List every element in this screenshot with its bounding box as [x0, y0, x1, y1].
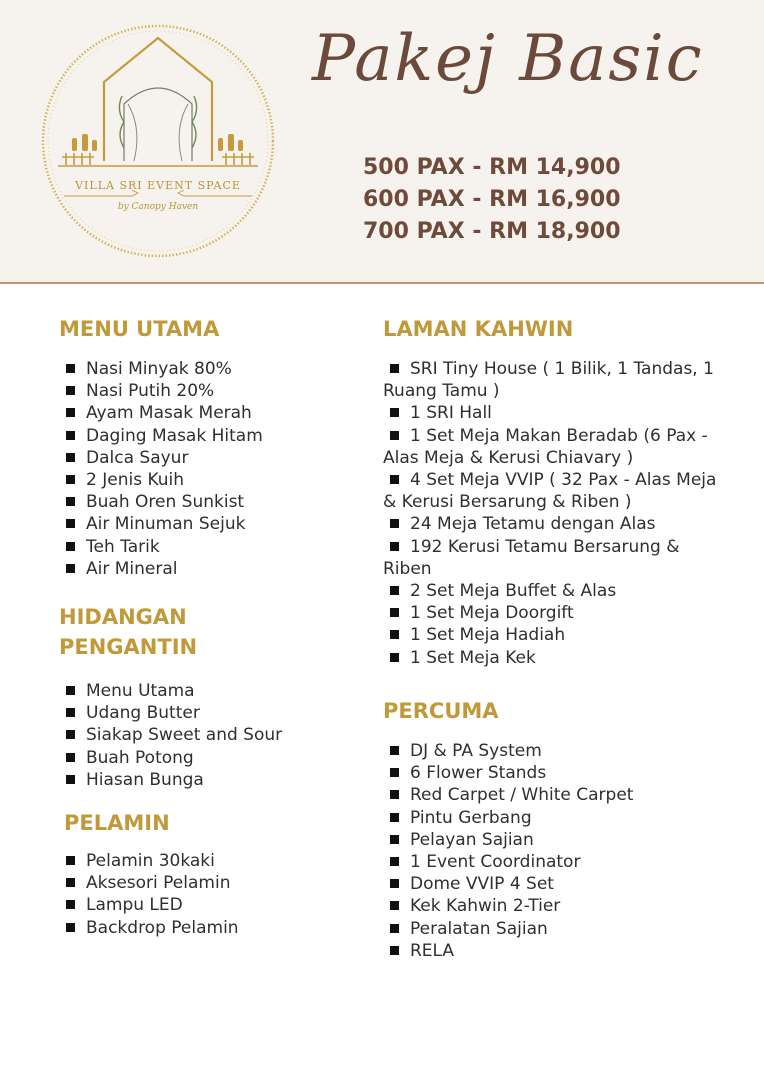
list-item: Udang Butter [59, 702, 359, 724]
list-item: Backdrop Pelamin [59, 917, 359, 939]
section-title-line: HIDANGAN [59, 605, 187, 629]
list-item: Air Mineral [59, 558, 359, 580]
package-title: Pakej Basic [312, 22, 704, 96]
list-item: 1 Set Meja Doorgift [383, 602, 733, 624]
venue-logo [38, 24, 278, 259]
list-item: Dalca Sayur [59, 447, 359, 469]
price-item: 600 PAX - RM 16,900 [363, 187, 621, 212]
price-item: 500 PAX - RM 14,900 [363, 155, 621, 180]
section-title-percuma: PERCUMA [383, 699, 499, 723]
pelamin-list [59, 850, 359, 939]
list-item: Pelayan Sajian [383, 829, 733, 851]
list-item: Buah Potong [59, 747, 359, 769]
list-item: Pintu Gerbang [383, 807, 733, 829]
section-title-menu-utama: MENU UTAMA [59, 317, 220, 341]
section-title-line: PENGANTIN [59, 635, 198, 659]
list-item: Hiasan Bunga [59, 769, 359, 791]
price-item: 700 PAX - RM 18,900 [363, 219, 621, 244]
list-item: Daging Masak Hitam [59, 425, 359, 447]
list-item: Teh Tarik [59, 536, 359, 558]
list-item: 1 Set Meja Kek [383, 647, 733, 669]
list-item: 192 Kerusi Tetamu Bersarung & Riben [383, 536, 733, 580]
list-item: Siakap Sweet and Sour [59, 724, 359, 746]
section-title-hidangan-pengantin [59, 602, 197, 662]
hidangan-pengantin-list [59, 680, 359, 791]
list-item: 1 Set Meja Hadiah [383, 624, 733, 646]
list-item: Dome VVIP 4 Set [383, 873, 733, 895]
list-item: Air Minuman Sejuk [59, 513, 359, 535]
percuma-list [383, 740, 733, 962]
list-item: DJ & PA System [383, 740, 733, 762]
list-item: 1 Set Meja Makan Beradab (6 Pax - Alas Meja & Kerusi Chiavary ) [383, 425, 733, 469]
logo-emblem [38, 24, 278, 259]
list-item: 2 Set Meja Buffet & Alas [383, 580, 733, 602]
price-list [363, 152, 621, 248]
list-item: 6 Flower Stands [383, 762, 733, 784]
laman-kahwin-list [383, 358, 733, 669]
logo-subtitle: by Canopy Haven [117, 202, 199, 212]
list-item: Peralatan Sajian [383, 918, 733, 940]
list-item: Nasi Putih 20% [59, 380, 359, 402]
list-item: 24 Meja Tetamu dengan Alas [383, 513, 733, 535]
list-item: SRI Tiny House ( 1 Bilik, 1 Tandas, 1 Ruang Tamu ) [383, 358, 733, 402]
list-item: Kek Kahwin 2-Tier [383, 895, 733, 917]
list-item: Menu Utama [59, 680, 359, 702]
list-item: RELA [383, 940, 733, 962]
list-item: Buah Oren Sunkist [59, 491, 359, 513]
list-item: Aksesori Pelamin [59, 872, 359, 894]
list-item: Red Carpet / White Carpet [383, 784, 733, 806]
list-item: Ayam Masak Merah [59, 402, 359, 424]
list-item: 1 SRI Hall [383, 402, 733, 424]
list-item: Lampu LED [59, 894, 359, 916]
section-title-pelamin: PELAMIN [64, 811, 170, 835]
menu-utama-list [59, 358, 359, 580]
list-item: 2 Jenis Kuih [59, 469, 359, 491]
logo-title: VILLA SRI EVENT SPACE [75, 179, 241, 192]
section-title-laman-kahwin: LAMAN KAHWIN [383, 317, 574, 341]
list-item: 4 Set Meja VVIP ( 32 Pax - Alas Meja & Kerusi Bersarung & Riben ) [383, 469, 733, 513]
list-item: Nasi Minyak 80% [59, 358, 359, 380]
list-item: 1 Event Coordinator [383, 851, 733, 873]
list-item: Pelamin 30kaki [59, 850, 359, 872]
header-banner [0, 0, 764, 284]
